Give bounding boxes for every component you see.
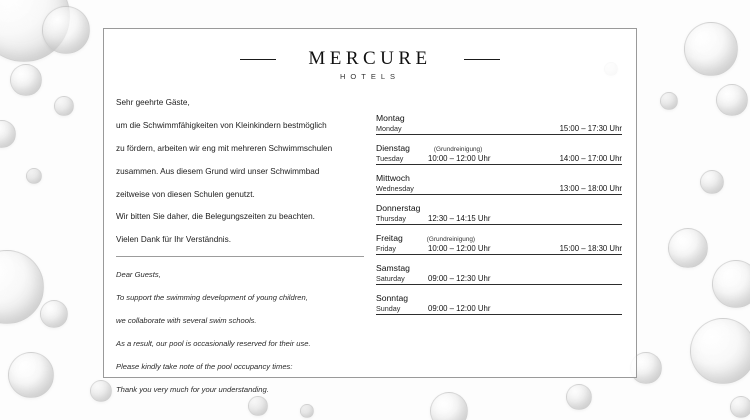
- day-slot-1: 12:30 – 14:15 Uhr: [428, 214, 491, 223]
- day-slot-1: 09:00 – 12:30 Uhr: [428, 274, 491, 283]
- day-times: [376, 304, 622, 315]
- bubble: [90, 380, 112, 402]
- day-note: (Grundreinigung): [426, 236, 476, 243]
- day-name-de: Montag: [376, 113, 405, 123]
- german-line-4: zeitweise von diesen Schulen genutzt.: [116, 189, 255, 199]
- day-heading: [376, 233, 622, 244]
- logo-rule-left-icon: [240, 59, 276, 60]
- language-divider: [116, 256, 364, 257]
- logo-rule-right-icon: [464, 59, 500, 60]
- day-name-en: Monday: [376, 124, 402, 133]
- bubble: [42, 6, 90, 54]
- brand-name: MERCURE: [308, 48, 432, 69]
- schedule-row-tuesday: [376, 143, 622, 165]
- day-slot-1: 10:00 – 12:00 Uhr: [428, 244, 491, 253]
- english-line-1: To support the swimming development of young children,: [116, 293, 308, 303]
- bubble: [10, 64, 42, 96]
- day-name-de: Mittwoch: [376, 173, 410, 183]
- brand-logo: [250, 49, 490, 81]
- bubble: [8, 352, 54, 398]
- day-times: [376, 184, 622, 195]
- content-frame: [103, 28, 637, 395]
- german-line-2: zu fördern, arbeiten wir eng mit mehreren Schwimmschulen: [116, 143, 333, 153]
- english-line-4: Please kindly take note of the pool occupancy times:: [116, 362, 293, 372]
- bubble: [730, 396, 750, 418]
- day-heading: [376, 143, 622, 154]
- day-slot-2: 14:00 – 17:00 Uhr: [559, 154, 622, 163]
- bubble: [690, 318, 750, 384]
- day-slot-2: 15:00 – 18:30 Uhr: [559, 244, 622, 253]
- day-name-de: Sonntag: [376, 293, 409, 303]
- schedule-row-monday: [376, 113, 622, 135]
- day-name-en: Saturday: [376, 274, 405, 283]
- german-line-1: um die Schwimmfähigkeiten von Kleinkindern bestmöglich: [116, 120, 327, 130]
- bubble: [716, 84, 748, 116]
- bubble: [684, 22, 738, 76]
- day-times: [376, 274, 622, 285]
- brand-subtitle: HOTELS: [339, 72, 400, 81]
- german-line-6: Vielen Dank für Ihr Verständnis.: [116, 235, 231, 245]
- bubble: [668, 228, 708, 268]
- day-name-en: Wednesday: [376, 184, 414, 193]
- bubble: [40, 300, 68, 328]
- english-salutation: Dear Guests,: [116, 270, 161, 280]
- day-slot-1: 09:00 – 12:00 Uhr: [428, 304, 491, 313]
- schedule-row-thursday: [376, 203, 622, 225]
- bubble: [0, 120, 16, 148]
- bubble: [700, 170, 724, 194]
- bubble: [26, 168, 42, 184]
- bubble: [0, 0, 70, 62]
- bubble: [712, 260, 750, 308]
- body-columns: [104, 87, 636, 395]
- schedule-column: [372, 87, 636, 377]
- bubble: [54, 96, 74, 116]
- day-times: [376, 244, 622, 255]
- bubble: [248, 396, 268, 416]
- day-note: (Grundreinigung): [433, 146, 483, 153]
- english-line-5: Thank you very much for your understanding.: [116, 385, 269, 395]
- day-name-en: Thursday: [376, 214, 406, 223]
- german-line-5: Wir bitten Sie daher, die Belegungszeiten zu beachten.: [116, 212, 315, 222]
- schedule-row-friday: [376, 233, 622, 255]
- day-name-de: Dienstag: [376, 143, 410, 153]
- bubble: [566, 384, 592, 410]
- schedule-row-saturday: [376, 263, 622, 285]
- day-name-en: Sunday: [376, 304, 401, 313]
- german-salutation: Sehr geehrte Gäste,: [116, 98, 190, 107]
- english-line-3: As a result, our pool is occasionally reserved for their use.: [116, 339, 311, 349]
- bubble: [0, 250, 44, 324]
- schedule-row-wednesday: [376, 173, 622, 195]
- day-times: [376, 214, 622, 225]
- day-slot-2: 13:00 – 18:00 Uhr: [559, 184, 622, 193]
- letter-column: [104, 87, 372, 395]
- day-slot-2: 15:00 – 17:30 Uhr: [559, 124, 622, 133]
- bubble: [300, 404, 314, 418]
- day-name-de: Samstag: [376, 263, 410, 273]
- german-line-3: zusammen. Aus diesem Grund wird unser Schwimmbad: [116, 166, 320, 176]
- bubble: [430, 392, 468, 420]
- day-name-en: Tuesday: [376, 154, 404, 163]
- bubble: [660, 92, 678, 110]
- english-line-2: we collaborate with several swim schools.: [116, 316, 257, 326]
- day-name-de: Freitag: [376, 233, 403, 243]
- day-name-en: Friday: [376, 244, 396, 253]
- day-times: [376, 154, 622, 165]
- day-name-de: Donnerstag: [376, 203, 421, 213]
- day-times: [376, 124, 622, 135]
- day-slot-1: 10:00 – 12:00 Uhr: [428, 154, 491, 163]
- schedule-row-sunday: [376, 293, 622, 315]
